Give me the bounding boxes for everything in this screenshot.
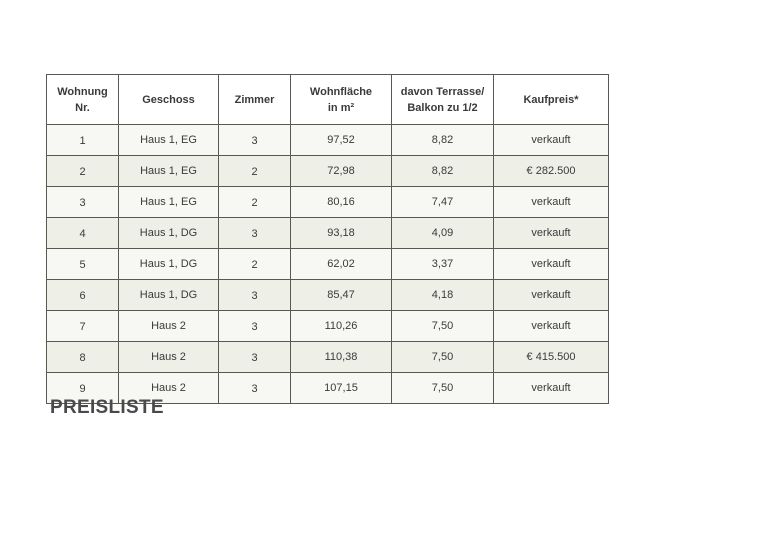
cell-wohnung-nr: 8: [47, 342, 119, 373]
cell-wohnflaeche: 97,52: [291, 125, 392, 156]
cell-zimmer: 3: [219, 125, 291, 156]
table-row: [47, 342, 609, 373]
cell-wohnflaeche: 110,38: [291, 342, 392, 373]
price-table: [46, 74, 609, 404]
cell-terrasse-balkon: 4,09: [392, 218, 494, 249]
table-row: [47, 218, 609, 249]
cell-zimmer: 2: [219, 187, 291, 218]
table-row: [47, 311, 609, 342]
cell-terrasse-balkon: 7,50: [392, 311, 494, 342]
cell-geschoss: Haus 1, DG: [119, 218, 219, 249]
cell-geschoss: Haus 2: [119, 311, 219, 342]
cell-wohnflaeche: 72,98: [291, 156, 392, 187]
cell-kaufpreis: verkauft: [494, 125, 609, 156]
table-header: [47, 75, 609, 125]
table-row: [47, 249, 609, 280]
cell-wohnung-nr: 3: [47, 187, 119, 218]
header-geschoss: Geschoss: [119, 75, 219, 125]
cell-wohnung-nr: 9: [47, 373, 119, 404]
header-wohnflaeche: Wohnfläche in m²: [291, 75, 392, 125]
cell-wohnung-nr: 4: [47, 218, 119, 249]
cell-kaufpreis: verkauft: [494, 311, 609, 342]
header-row: [47, 75, 609, 125]
cell-terrasse-balkon: 7,50: [392, 373, 494, 404]
cell-kaufpreis: verkauft: [494, 280, 609, 311]
table-row: [47, 125, 609, 156]
cell-kaufpreis: € 415.500: [494, 342, 609, 373]
cell-zimmer: 3: [219, 342, 291, 373]
cell-wohnung-nr: 5: [47, 249, 119, 280]
cell-terrasse-balkon: 8,82: [392, 156, 494, 187]
table-row: [47, 187, 609, 218]
table-row: [47, 156, 609, 187]
cell-wohnflaeche: 93,18: [291, 218, 392, 249]
cell-wohnflaeche: 110,26: [291, 311, 392, 342]
cell-kaufpreis: verkauft: [494, 249, 609, 280]
cell-geschoss: Haus 1, EG: [119, 156, 219, 187]
cell-terrasse-balkon: 7,50: [392, 342, 494, 373]
cell-wohnflaeche: 85,47: [291, 280, 392, 311]
cell-kaufpreis: verkauft: [494, 187, 609, 218]
page-title: PREISLISTE: [50, 397, 164, 418]
cell-geschoss: Haus 1, DG: [119, 280, 219, 311]
cell-geschoss: Haus 1, EG: [119, 187, 219, 218]
header-terrasse-balkon: davon Terrasse/ Balkon zu 1/2: [392, 75, 494, 125]
cell-wohnflaeche: 62,02: [291, 249, 392, 280]
header-zimmer: Zimmer: [219, 75, 291, 125]
table-body: [47, 125, 609, 404]
cell-wohnung-nr: 1: [47, 125, 119, 156]
cell-geschoss: Haus 2: [119, 373, 219, 404]
cell-kaufpreis: verkauft: [494, 373, 609, 404]
cell-zimmer: 2: [219, 156, 291, 187]
cell-wohnung-nr: 6: [47, 280, 119, 311]
cell-terrasse-balkon: 8,82: [392, 125, 494, 156]
cell-geschoss: Haus 2: [119, 342, 219, 373]
cell-wohnung-nr: 7: [47, 311, 119, 342]
cell-terrasse-balkon: 3,37: [392, 249, 494, 280]
cell-zimmer: 3: [219, 373, 291, 404]
cell-zimmer: 2: [219, 249, 291, 280]
cell-wohnung-nr: 2: [47, 156, 119, 187]
table-row: [47, 280, 609, 311]
cell-wohnflaeche: 107,15: [291, 373, 392, 404]
cell-zimmer: 3: [219, 280, 291, 311]
cell-wohnflaeche: 80,16: [291, 187, 392, 218]
header-kaufpreis: Kaufpreis*: [494, 75, 609, 125]
cell-zimmer: 3: [219, 311, 291, 342]
cell-geschoss: Haus 1, DG: [119, 249, 219, 280]
cell-kaufpreis: verkauft: [494, 218, 609, 249]
cell-terrasse-balkon: 7,47: [392, 187, 494, 218]
cell-geschoss: Haus 1, EG: [119, 125, 219, 156]
cell-zimmer: 3: [219, 218, 291, 249]
header-wohnung-nr: Wohnung Nr.: [47, 75, 119, 125]
cell-kaufpreis: € 282.500: [494, 156, 609, 187]
cell-terrasse-balkon: 4,18: [392, 280, 494, 311]
